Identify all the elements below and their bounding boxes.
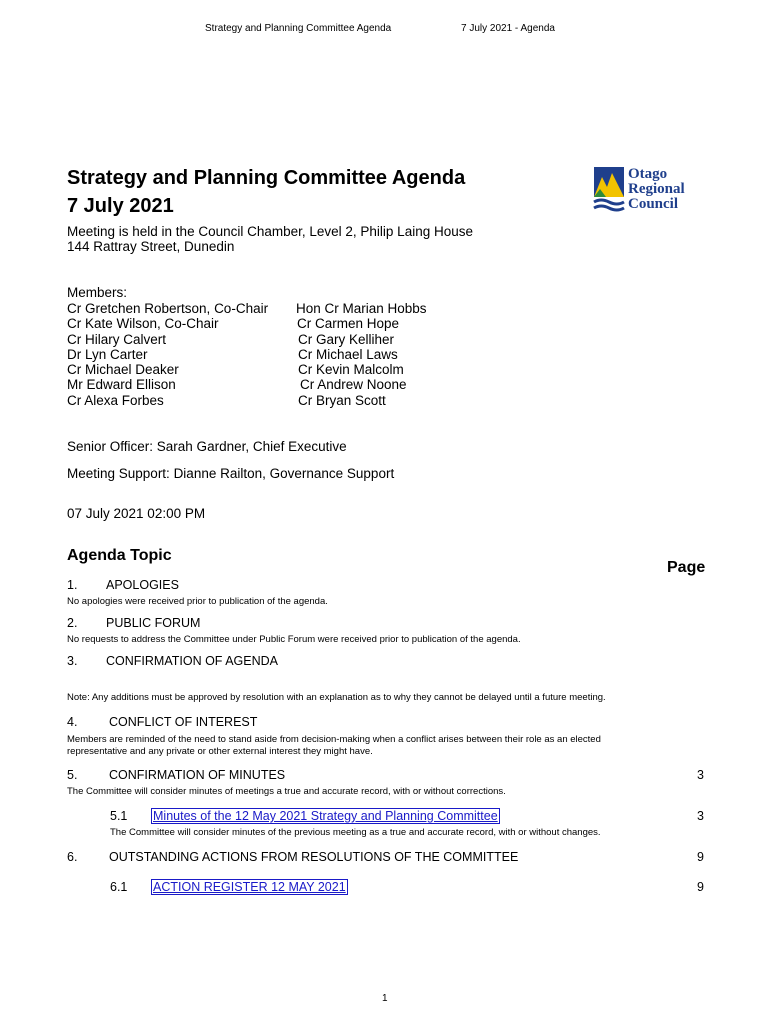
agenda-item-title: OUTSTANDING ACTIONS FROM RESOLUTIONS OF THE COMMITTEE [109, 850, 519, 864]
agenda-topic-heading: Agenda Topic [67, 547, 172, 564]
minutes-12-may-2021-link[interactable]: Minutes of the 12 May 2021 Strategy and Planning Committee [153, 809, 498, 823]
agenda-item-number: 5. [67, 768, 78, 782]
agenda-item-number: 3. [67, 654, 78, 668]
member-right: Hon Cr Marian Hobbs [296, 301, 427, 316]
member-left: Cr Alexa Forbes [67, 393, 164, 408]
member-right: Cr Andrew Noone [300, 377, 407, 392]
agenda-item-description: Members are reminded of the need to stand aside from decision-making when a conflict arises between their role as an elected [67, 734, 601, 745]
document-title: Strategy and Planning Committee Agenda [67, 167, 466, 189]
agenda-item-title: CONFIRMATION OF MINUTES [109, 768, 286, 782]
orc-logo-mark-icon [592, 165, 626, 215]
page-column-heading: Page [667, 559, 706, 576]
member-left: Cr Gretchen Robertson, Co-Chair [67, 301, 269, 316]
agenda-item-title: PUBLIC FORUM [106, 616, 201, 630]
member-left: Dr Lyn Carter [67, 347, 148, 362]
agenda-item-page: 9 [697, 850, 704, 864]
member-left: Mr Edward Ellison [67, 377, 176, 392]
member-right: Cr Kevin Malcolm [298, 362, 404, 377]
agenda-item-page: 3 [697, 768, 704, 782]
meeting-support: Meeting Support: Dianne Railton, Governance Support [67, 466, 395, 481]
agenda-item-number: 6. [67, 850, 78, 864]
meeting-datetime: 07 July 2021 02:00 PM [67, 506, 206, 521]
document-date: 7 July 2021 [67, 195, 174, 217]
logo-text-regional: Regional [628, 181, 685, 197]
agenda-item-description: No requests to address the Committee under Public Forum were received prior to publication of the agenda. [67, 634, 521, 645]
logo-text-otago: Otago [628, 166, 668, 182]
agenda-item-page: 3 [697, 809, 704, 823]
agenda-item-title: CONFIRMATION OF AGENDA [106, 654, 278, 668]
orc-logo [592, 165, 702, 215]
senior-officer: Senior Officer: Sarah Gardner, Chief Executive [67, 439, 347, 454]
agenda-item-number: 4. [67, 715, 78, 729]
agenda-subitem-number: 6.1 [110, 880, 128, 894]
agenda-item-description: representative and any private or other external interest they might have. [67, 746, 373, 757]
agenda-item-description: The Committee will consider minutes of the previous meeting as a true and accurate record, with or without changes. [110, 827, 601, 838]
member-left: Cr Kate Wilson, Co-Chair [67, 316, 219, 331]
venue-line-1: Meeting is held in the Council Chamber, Level 2, Philip Laing House [67, 224, 473, 239]
member-right: Cr Gary Kelliher [298, 332, 395, 347]
agenda-item-number: 1. [67, 578, 78, 592]
member-left: Cr Michael Deaker [67, 362, 179, 377]
member-right: Cr Michael Laws [298, 347, 398, 362]
running-header-date: 7 July 2021 - Agenda [461, 23, 555, 34]
agenda-item-page: 9 [697, 880, 704, 894]
agenda-subitem-number: 5.1 [110, 809, 128, 823]
agenda-item-description: Note: Any additions must be approved by resolution with an explanation as to why they cannot be delayed until a future meeting. [67, 692, 606, 703]
running-header-title: Strategy and Planning Committee Agenda [205, 23, 392, 34]
member-right: Cr Bryan Scott [298, 393, 386, 408]
agenda-item-description: The Committee will consider minutes of meetings a true and accurate record, with or without corrections. [67, 786, 506, 797]
venue-line-2: 144 Rattray Street, Dunedin [67, 239, 235, 254]
agenda-item-description: No apologies were received prior to publication of the agenda. [67, 596, 328, 607]
agenda-item-title: APOLOGIES [106, 578, 179, 592]
agenda-item-title: CONFLICT OF INTEREST [109, 715, 258, 729]
logo-text-council: Council [628, 196, 679, 212]
member-right: Cr Carmen Hope [297, 316, 400, 331]
action-register-link[interactable]: ACTION REGISTER 12 MAY 2021 [153, 880, 346, 894]
member-left: Cr Hilary Calvert [67, 332, 167, 347]
members-label: Members: [67, 285, 128, 300]
page-number: 1 [382, 993, 388, 1004]
agenda-item-number: 2. [67, 616, 78, 630]
